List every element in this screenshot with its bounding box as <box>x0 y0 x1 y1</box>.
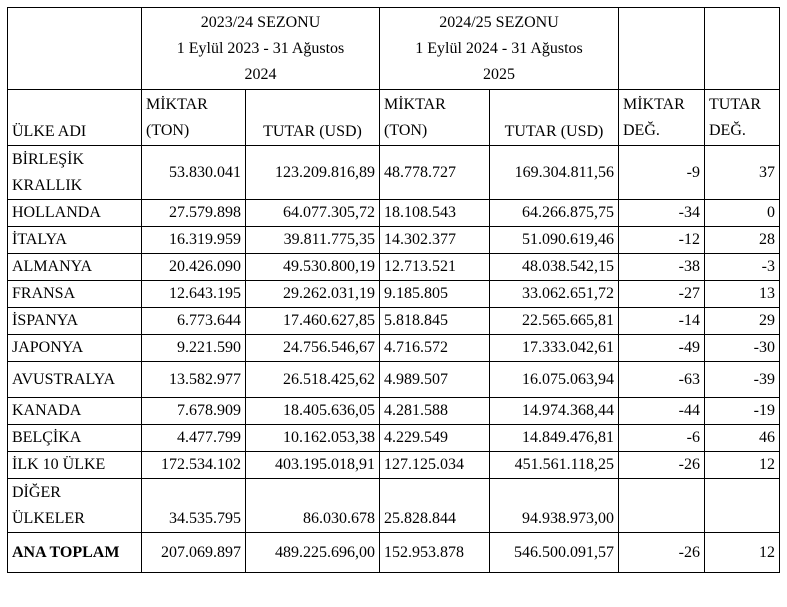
qty1-cell: 12.643.195 <box>142 281 246 308</box>
qty2-cell: 4.281.588 <box>380 398 490 425</box>
qty1-cell: 172.534.102 <box>142 452 246 479</box>
header-empty-cell <box>619 8 705 90</box>
season2-range-line1: 1 Eylül 2024 - 31 Ağustos <box>415 39 583 57</box>
amtch-cell: 46 <box>705 425 780 452</box>
qty1-cell: 27.579.898 <box>142 200 246 227</box>
amt1-cell: 64.077.305,72 <box>246 200 380 227</box>
qtych-cell: -26 <box>619 533 705 573</box>
amt2-cell: 451.561.118,25 <box>490 452 619 479</box>
country-cell: AVUSTRALYA <box>8 362 142 398</box>
table-row <box>8 227 780 254</box>
qty2-cell: 4.716.572 <box>380 335 490 362</box>
qty1-cell: 4.477.799 <box>142 425 246 452</box>
amtch-cell: 0 <box>705 200 780 227</box>
col-amtch-line2: DEĞ. <box>709 121 746 139</box>
amt1-cell: 49.530.800,19 <box>246 254 380 281</box>
col-qty1-line1: MİKTAR <box>146 95 208 113</box>
country-line2: ÜLKELER <box>12 509 85 527</box>
table-row <box>8 146 780 200</box>
amtch-cell <box>705 479 780 533</box>
amt1-cell: 403.195.018,91 <box>246 452 380 479</box>
season1-range-line2: 2024 <box>244 65 277 83</box>
qtych-cell: -26 <box>619 452 705 479</box>
season2-title: 2024/25 SEZONU <box>439 13 559 31</box>
amtch-cell: 29 <box>705 308 780 335</box>
country-line1: BİRLEŞİK <box>12 150 84 168</box>
amt1-cell: 489.225.696,00 <box>246 533 380 573</box>
country-line2: KRALLIK <box>12 176 83 194</box>
qtych-cell: -27 <box>619 281 705 308</box>
amt1-cell: 24.756.546,67 <box>246 335 380 362</box>
amt1-cell: 29.262.031,19 <box>246 281 380 308</box>
country-cell <box>8 146 142 200</box>
qtych-cell: -9 <box>619 146 705 200</box>
country-cell: İSPANYA <box>8 308 142 335</box>
qty2-cell: 9.185.805 <box>380 281 490 308</box>
amtch-cell: -39 <box>705 362 780 398</box>
country-cell: HOLLANDA <box>8 200 142 227</box>
qtych-cell: -6 <box>619 425 705 452</box>
amt1-cell: 26.518.425,62 <box>246 362 380 398</box>
col-qty1-line2: (TON) <box>146 121 190 139</box>
amt2-cell: 16.075.063,94 <box>490 362 619 398</box>
table-row <box>8 479 780 533</box>
country-cell: KANADA <box>8 398 142 425</box>
qty2-cell: 127.125.034 <box>380 452 490 479</box>
season1-header <box>142 8 380 90</box>
col-amt2-header: TUTAR (USD) <box>490 90 619 146</box>
amt1-cell: 39.811.775,35 <box>246 227 380 254</box>
amt2-cell: 33.062.651,72 <box>490 281 619 308</box>
qtych-cell <box>619 479 705 533</box>
qty2-cell: 18.108.543 <box>380 200 490 227</box>
qty1-cell: 207.069.897 <box>142 533 246 573</box>
country-cell: JAPONYA <box>8 335 142 362</box>
qtych-cell: -49 <box>619 335 705 362</box>
export-table <box>7 7 780 573</box>
qtych-cell: -44 <box>619 398 705 425</box>
qty2-cell: 4.229.549 <box>380 425 490 452</box>
amtch-cell: -30 <box>705 335 780 362</box>
amtch-cell: 28 <box>705 227 780 254</box>
amt2-cell: 14.849.476,81 <box>490 425 619 452</box>
table-row <box>8 308 780 335</box>
amt2-cell: 169.304.811,56 <box>490 146 619 200</box>
col-qty2-line2: (TON) <box>384 121 428 139</box>
qty2-cell: 25.828.844 <box>380 479 490 533</box>
col-qty1-header <box>142 90 246 146</box>
country-line1: DİĞER <box>12 483 61 501</box>
qty1-cell: 13.582.977 <box>142 362 246 398</box>
country-cell: FRANSA <box>8 281 142 308</box>
qty2-cell: 12.713.521 <box>380 254 490 281</box>
table-row <box>8 335 780 362</box>
qty1-cell: 9.221.590 <box>142 335 246 362</box>
amt1-cell: 123.209.816,89 <box>246 146 380 200</box>
header-empty-cell <box>705 8 780 90</box>
qty1-cell: 6.773.644 <box>142 308 246 335</box>
country-cell: BELÇİKA <box>8 425 142 452</box>
amt1-cell: 18.405.636,05 <box>246 398 380 425</box>
qty2-cell: 48.778.727 <box>380 146 490 200</box>
season2-header <box>380 8 619 90</box>
table-row-subtotal <box>8 452 780 479</box>
col-qty2-line1: MİKTAR <box>384 95 446 113</box>
qtych-cell: -63 <box>619 362 705 398</box>
qty2-cell: 4.989.507 <box>380 362 490 398</box>
col-amtch-line1: TUTAR <box>709 95 762 113</box>
country-cell: İLK 10 ÜLKE <box>8 452 142 479</box>
qty1-cell: 53.830.041 <box>142 146 246 200</box>
amtch-cell: 13 <box>705 281 780 308</box>
qty1-cell: 7.678.909 <box>142 398 246 425</box>
season2-range-line2: 2025 <box>483 65 515 83</box>
qty2-cell: 152.953.878 <box>380 533 490 573</box>
qtych-cell: -38 <box>619 254 705 281</box>
table-row <box>8 362 780 398</box>
header-row-seasons <box>8 8 780 90</box>
country-cell: ANA TOPLAM <box>8 533 142 573</box>
col-qtych-line2: DEĞ. <box>623 121 660 139</box>
qty2-cell: 5.818.845 <box>380 308 490 335</box>
table-row <box>8 254 780 281</box>
amt2-cell: 64.266.875,75 <box>490 200 619 227</box>
amt2-cell: 94.938.973,00 <box>490 479 619 533</box>
amtch-cell: -3 <box>705 254 780 281</box>
amt2-cell: 546.500.091,57 <box>490 533 619 573</box>
amt2-cell: 17.333.042,61 <box>490 335 619 362</box>
table-row <box>8 398 780 425</box>
amtch-cell: -19 <box>705 398 780 425</box>
col-country-header: ÜLKE ADI <box>8 90 142 146</box>
amt2-cell: 14.974.368,44 <box>490 398 619 425</box>
col-amtch-header <box>705 90 780 146</box>
col-amt1-header: TUTAR (USD) <box>246 90 380 146</box>
col-qtych-line1: MİKTAR <box>623 95 685 113</box>
amtch-cell: 37 <box>705 146 780 200</box>
qty1-cell: 20.426.090 <box>142 254 246 281</box>
amt2-cell: 48.038.542,15 <box>490 254 619 281</box>
country-cell: ALMANYA <box>8 254 142 281</box>
qty1-cell: 34.535.795 <box>142 479 246 533</box>
amt2-cell: 51.090.619,46 <box>490 227 619 254</box>
amt2-cell: 22.565.665,81 <box>490 308 619 335</box>
season1-title: 2023/24 SEZONU <box>200 13 321 31</box>
qty2-cell: 14.302.377 <box>380 227 490 254</box>
country-cell <box>8 479 142 533</box>
qtych-cell: -14 <box>619 308 705 335</box>
amt1-cell: 86.030.678 <box>246 479 380 533</box>
country-cell: İTALYA <box>8 227 142 254</box>
amt1-cell: 10.162.053,38 <box>246 425 380 452</box>
header-row-columns <box>8 90 780 146</box>
col-qty2-header <box>380 90 490 146</box>
qtych-cell: -12 <box>619 227 705 254</box>
table-row <box>8 200 780 227</box>
amtch-cell: 12 <box>705 533 780 573</box>
table-row-total <box>8 533 780 573</box>
amt1-cell: 17.460.627,85 <box>246 308 380 335</box>
col-qtych-header <box>619 90 705 146</box>
qtych-cell: -34 <box>619 200 705 227</box>
table-row <box>8 425 780 452</box>
header-empty-cell <box>8 8 142 90</box>
season1-range-line1: 1 Eylül 2023 - 31 Ağustos <box>176 39 345 57</box>
qty1-cell: 16.319.959 <box>142 227 246 254</box>
amtch-cell: 12 <box>705 452 780 479</box>
table-row <box>8 281 780 308</box>
